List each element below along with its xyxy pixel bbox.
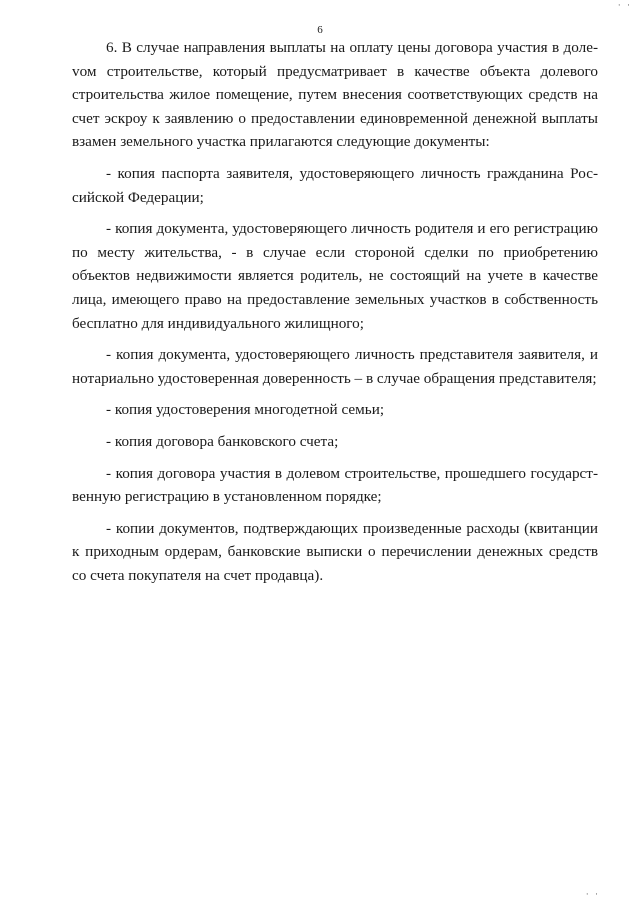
scan-artifact-bottom: · · bbox=[585, 889, 600, 899]
list-item-bank-account-contract: - копия договора банковского счета; bbox=[106, 432, 339, 450]
list-item-passport: - копия паспорта заявителя, удостоверяющего личность гражданина Российской Федерации; bbox=[72, 164, 598, 206]
list-item-parent-document: - копия документа, удостоверяющего личность родителя и его регистрацию по месту жительства, - в случае если стороной сделки по приобретению объектов недвижимости является родитель, не состоящий на учете в качестве лица, имеющего право на предоставление земельных участков в собственность бесплатно для индивидуального жилищного; bbox=[72, 220, 598, 332]
list-item-large-family-certificate: - копия удостоверения многодетной семьи; bbox=[106, 401, 385, 419]
list-item-representative-document: - копия документа, удостоверяющего личность представителя заявителя, и нотариально удостоверенная доверенность – в случае обращения представителя; bbox=[72, 346, 598, 387]
scan-artifact-top: · · bbox=[617, 0, 632, 10]
list-item-shared-construction-contract: - копия договора участия в долевом строительстве, прошедшего государственную регистрацию в установленном порядке; bbox=[72, 464, 598, 506]
page-number: 6 bbox=[317, 24, 323, 36]
list-item-expense-documents: - копии документов, подтверждающих произведенные расходы (квитанции к приходным ордерам, банковские выписки о перечислении денежных средств со счета покупателя на счет продавца). bbox=[72, 519, 598, 584]
document-body bbox=[72, 36, 598, 595]
paragraph-item-6: 6. В случае направления выплаты на оплату цены договора участия в долеvом строительстве, который предусматривает в качестве объекта долевого строительства жилое помещение, путем внесения соответствующих средств на счет эскроу к заявлению о предоставлении единовременной денежной выплаты взамен земельного участка прилагаются следующие документы: bbox=[72, 39, 598, 151]
